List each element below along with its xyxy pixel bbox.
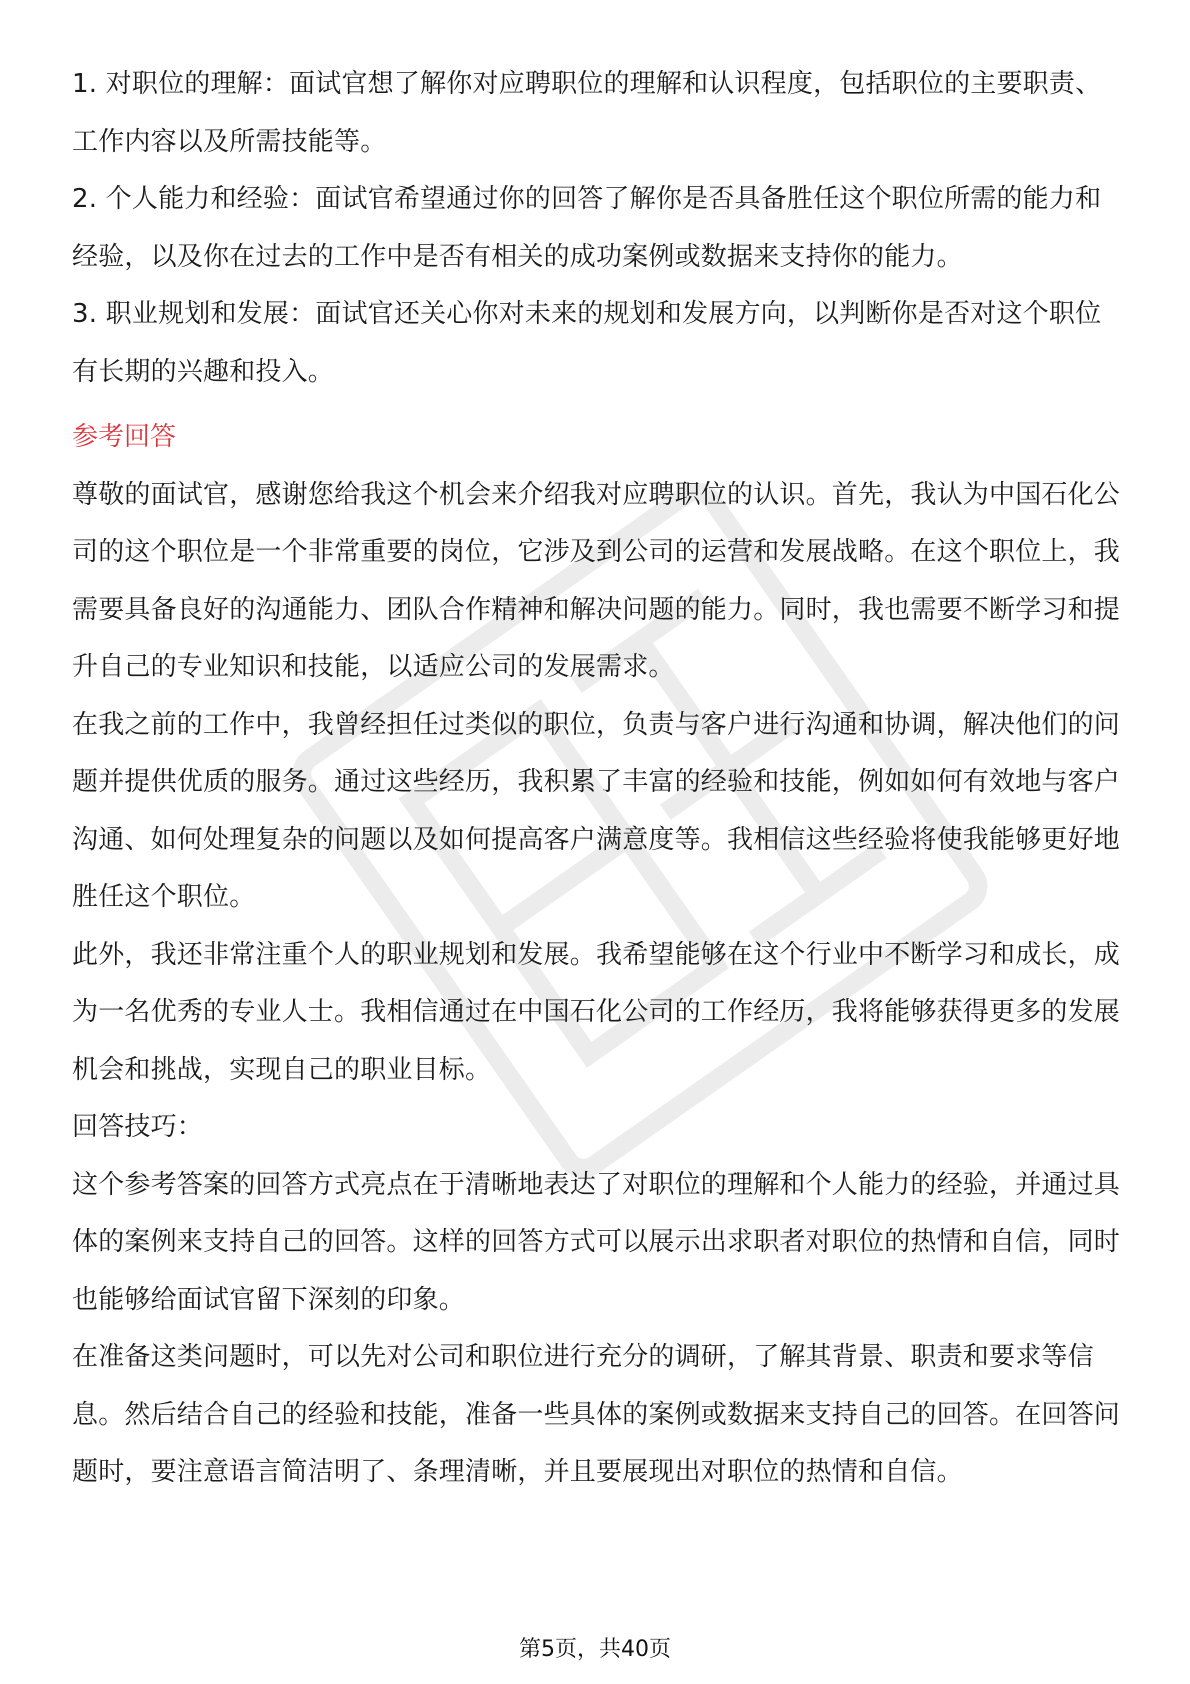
tips-paragraph-1: 这个参考答案的回答方式亮点在于清晰地表达了对职位的理解和个人能力的经验，并通过具体的案例来支持自己的回答。这样的回答方式可以展示出求职者对职位的热情和自信，同时也能够给面试官留下深刻的印象。 bbox=[72, 1169, 1121, 1315]
page-number-footer: 第5页，共40页 bbox=[519, 1637, 671, 1662]
reference-paragraph-3: 此外，我还非常注重个人的职业规划和发展。我希望能够在这个行业中不断学习和成长，成为一名优秀的专业人士。我相信通过在中国石化公司的工作经历，我将能够获得更多的发展机会和挑战，实现自己的职业目标。 bbox=[72, 939, 1121, 1085]
document-body bbox=[72, 56, 1122, 1502]
reference-paragraph-1: 尊敬的面试官，感谢您给我这个机会来介绍我对应聘职位的认识。首先，我认为中国石化公司的这个职位是一个非常重要的岗位，它涉及到公司的运营和发展战略。在这个职位上，我需要具备良好的沟通能力、团队合作精神和解决问题的能力。同时，我也需要不断学习和提升自己的专业知识和技能，以适应公司的发展需求。 bbox=[72, 479, 1121, 682]
tips-heading: 回答技巧： bbox=[72, 1112, 204, 1142]
intro-point-3: 3. 职业规划和发展：面试官还关心你对未来的规划和发展方向，以判断你是否对这个职位有长期的兴趣和投入。 bbox=[72, 299, 1102, 387]
reference-paragraph-2: 在我之前的工作中，我曾经担任过类似的职位，负责与客户进行沟通和协调，解决他们的问题并提供优质的服务。通过这些经历，我积累了丰富的经验和技能，例如如何有效地与客户沟通、如何处理复杂的问题以及如何提高客户满意度等。我相信这些经验将使我能够更好地胜任这个职位。 bbox=[72, 709, 1121, 912]
intro-point-2: 2. 个人能力和经验：面试官希望通过你的回答了解你是否具备胜任这个职位所需的能力和经验，以及你在过去的工作中是否有相关的成功案例或数据来支持你的能力。 bbox=[72, 184, 1102, 272]
reference-answer-heading: 参考回答 bbox=[72, 422, 177, 452]
intro-point-1: 1. 对职位的理解：面试官想了解你对应聘职位的理解和认识程度，包括职位的主要职责、工作内容以及所需技能等。 bbox=[72, 69, 1102, 157]
tips-paragraph-2: 在准备这类问题时，可以先对公司和职位进行充分的调研，了解其背景、职责和要求等信息。然后结合自己的经验和技能，准备一些具体的案例或数据来支持自己的回答。在回答问题时，要注意语言简洁明了、条理清晰，并且要展现出对职位的热情和自信。 bbox=[72, 1342, 1121, 1487]
